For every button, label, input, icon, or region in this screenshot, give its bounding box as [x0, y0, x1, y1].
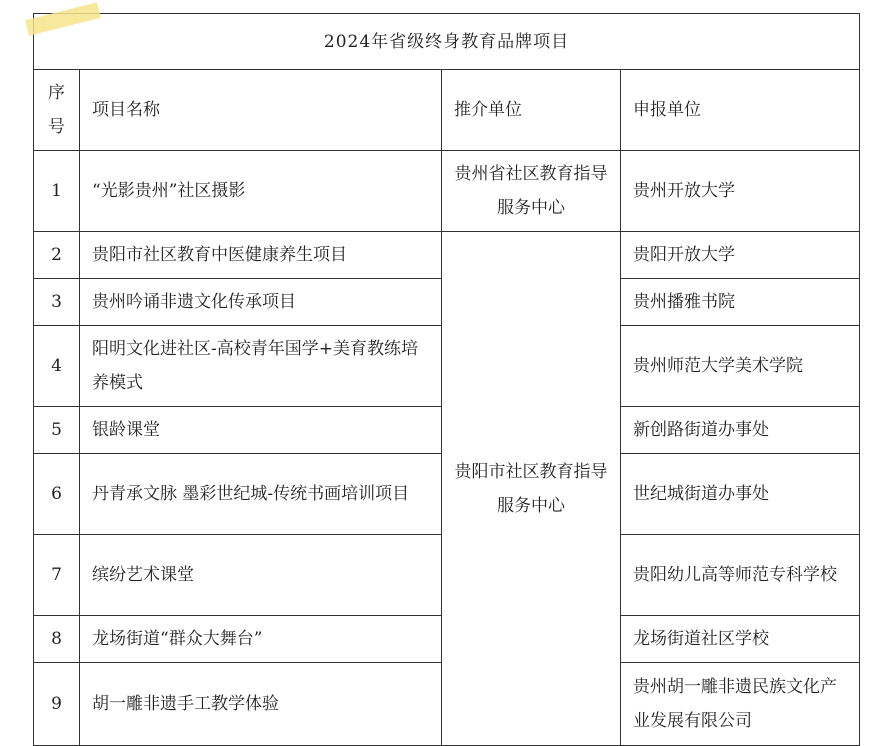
header-recommender: 推介单位	[442, 70, 621, 151]
row-number: 5	[34, 407, 80, 454]
row-number: 8	[34, 616, 80, 663]
header-index: 序号	[34, 70, 80, 151]
table-title: 2024年省级终身教育品牌项目	[34, 14, 860, 70]
table-row	[34, 232, 860, 279]
applicant-cell: 新创路街道办事处	[621, 407, 860, 454]
row-number: 6	[34, 454, 80, 535]
table-row	[34, 151, 860, 232]
project-name: 银龄课堂	[80, 407, 442, 454]
project-name: 龙场街道“群众大舞台”	[80, 616, 442, 663]
brand-projects-table	[33, 13, 860, 746]
applicant-cell: 世纪城街道办事处	[621, 454, 860, 535]
recommender-cell: 贵州省社区教育指导服务中心	[442, 151, 621, 232]
header-project: 项目名称	[80, 70, 442, 151]
applicant-cell: 贵州播雅书院	[621, 279, 860, 326]
applicant-cell: 贵州师范大学美术学院	[621, 326, 860, 407]
applicant-cell: 贵州开放大学	[621, 151, 860, 232]
project-name: “光影贵州”社区摄影	[80, 151, 442, 232]
project-name: 缤纷艺术课堂	[80, 535, 442, 616]
project-name: 贵阳市社区教育中医健康养生项目	[80, 232, 442, 279]
project-name: 阳明文化进社区-高校青年国学+美育教练培养模式	[80, 326, 442, 407]
applicant-cell: 龙场街道社区学校	[621, 616, 860, 663]
project-name: 贵州吟诵非遗文化传承项目	[80, 279, 442, 326]
row-number: 7	[34, 535, 80, 616]
applicant-cell: 贵州胡一雕非遗民族文化产业发展有限公司	[621, 663, 860, 746]
row-number: 4	[34, 326, 80, 407]
row-number: 1	[34, 151, 80, 232]
project-name: 胡一雕非遗手工教学体验	[80, 663, 442, 746]
applicant-cell: 贵阳幼儿高等师范专科学校	[621, 535, 860, 616]
applicant-cell: 贵阳开放大学	[621, 232, 860, 279]
row-number: 9	[34, 663, 80, 746]
recommender-cell: 贵阳市社区教育指导服务中心	[442, 232, 621, 746]
header-applicant: 申报单位	[621, 70, 860, 151]
header-row	[34, 70, 860, 151]
title-row	[34, 14, 860, 70]
row-number: 2	[34, 232, 80, 279]
project-name: 丹青承文脉 墨彩世纪城-传统书画培训项目	[80, 454, 442, 535]
row-number: 3	[34, 279, 80, 326]
